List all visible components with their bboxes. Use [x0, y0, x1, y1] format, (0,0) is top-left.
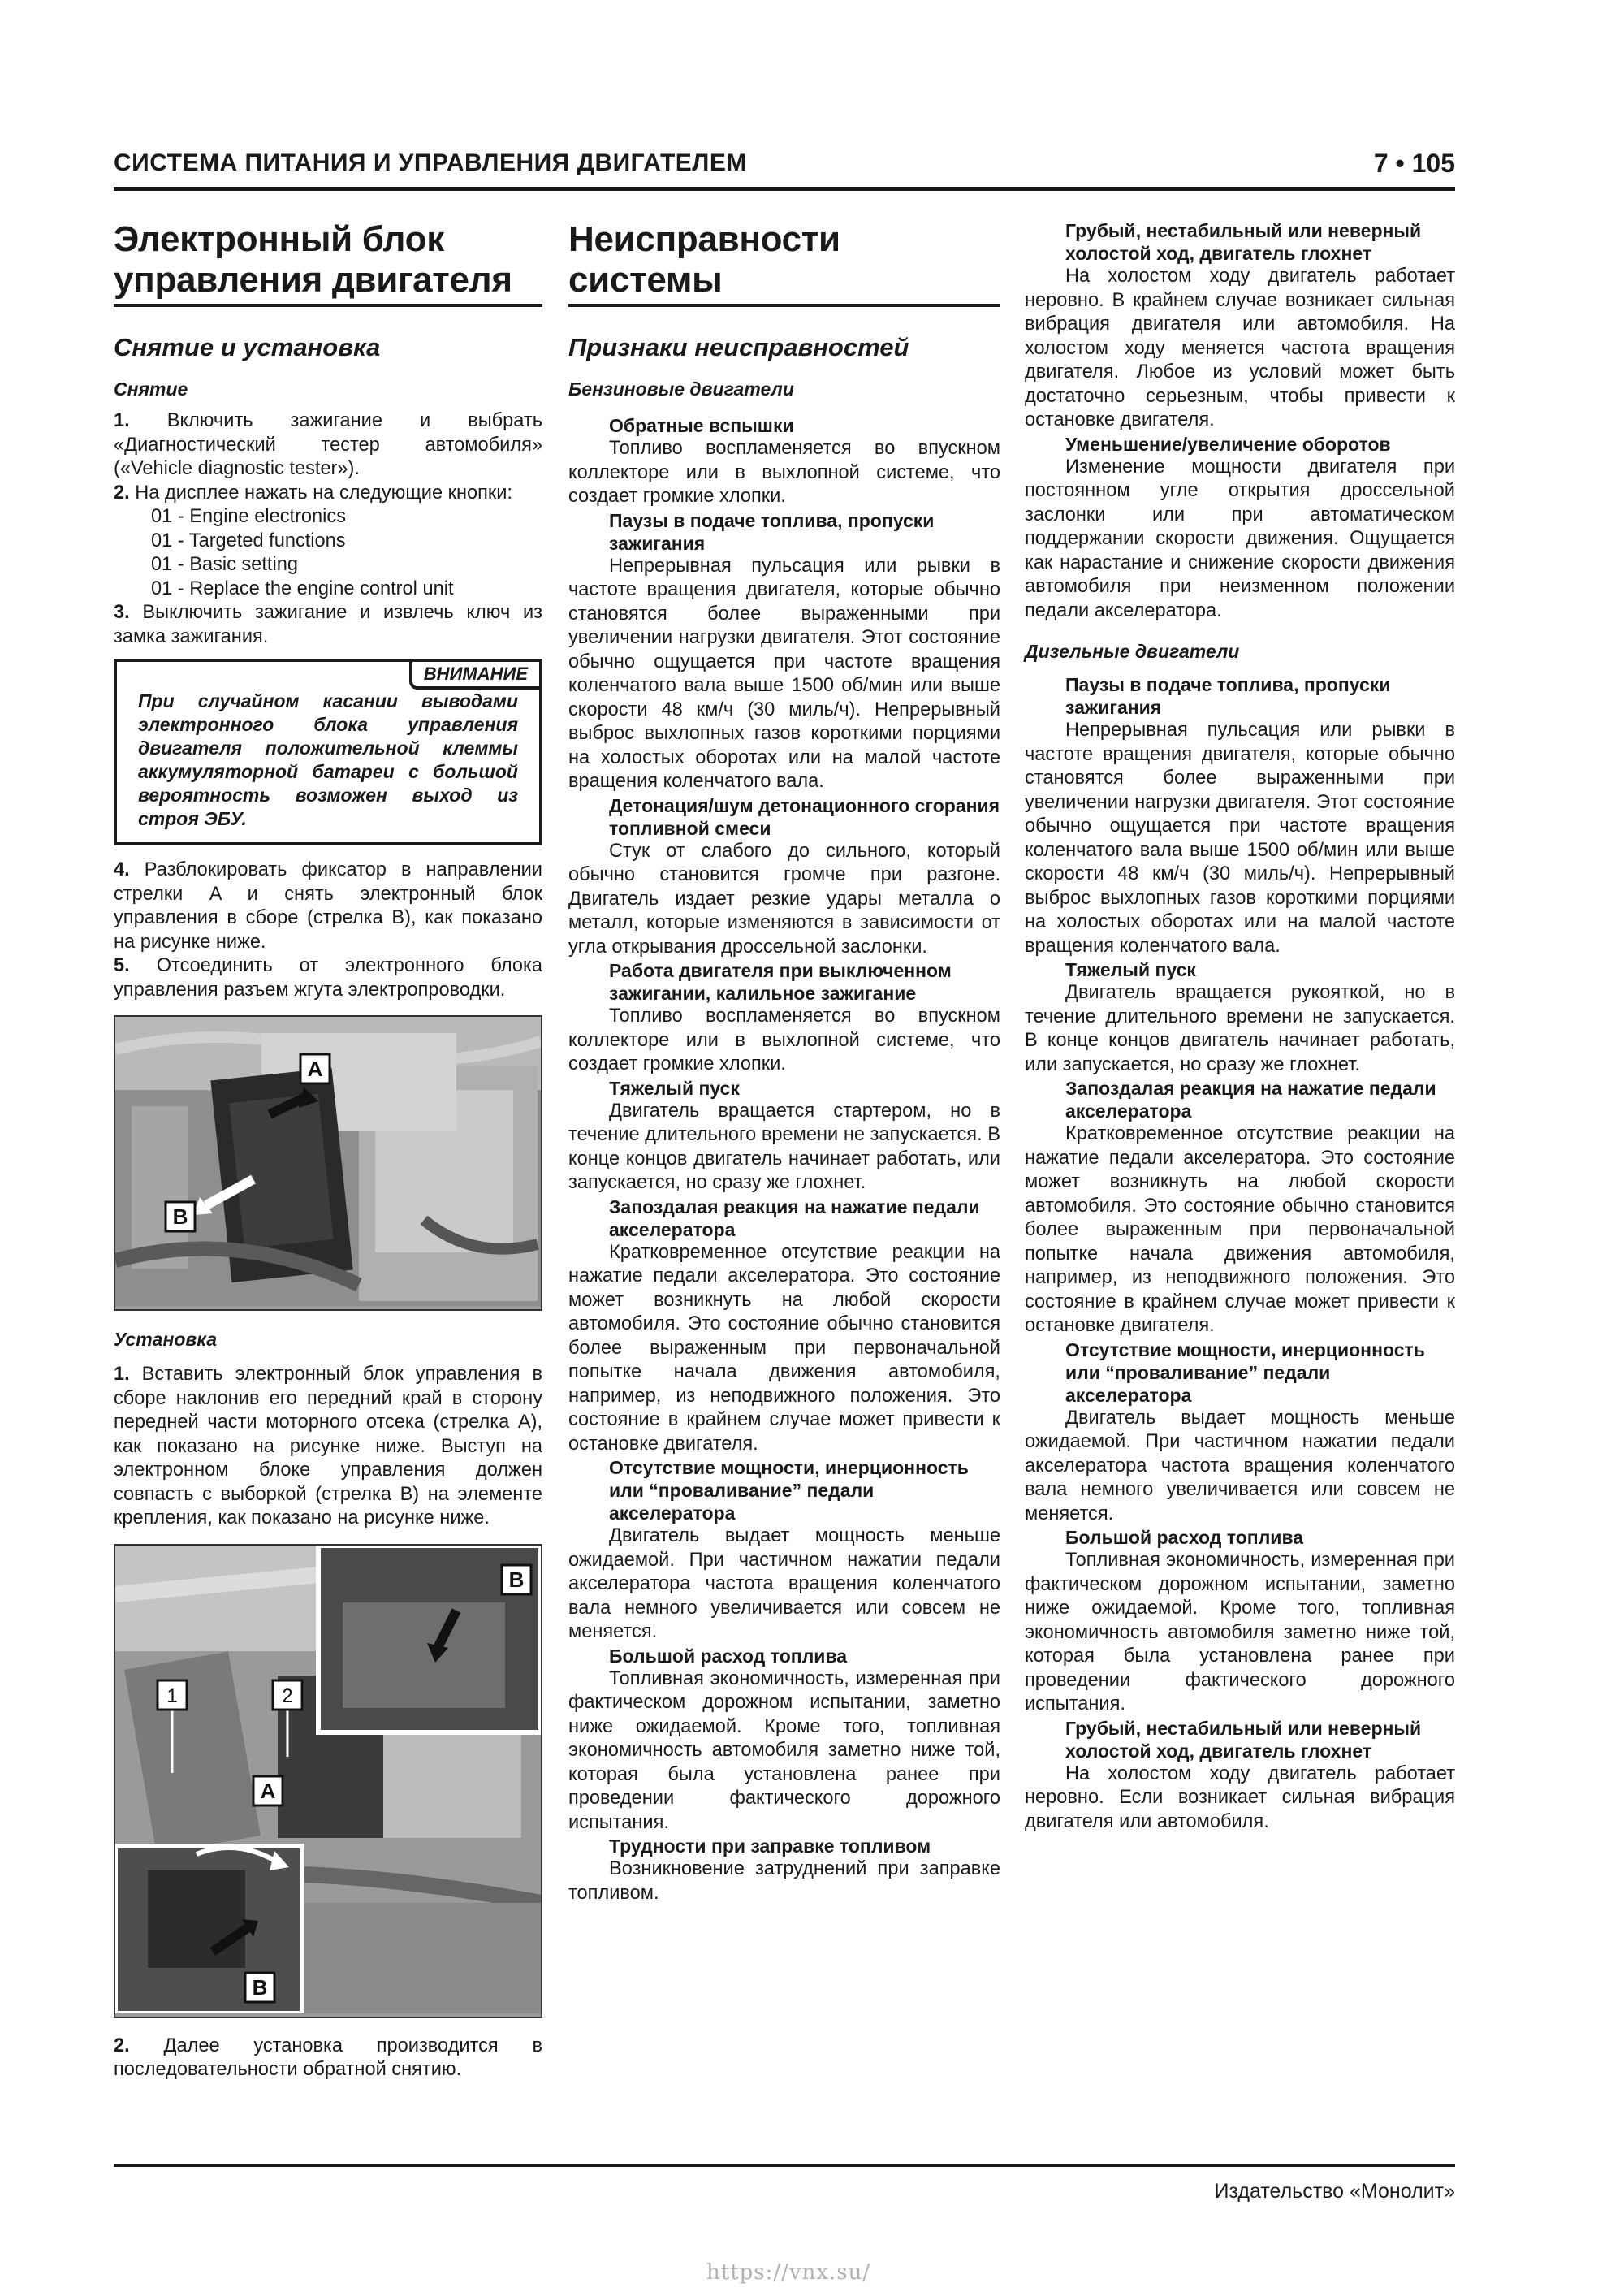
warning-box: [114, 659, 542, 845]
figure-ecu-install: [114, 1544, 542, 2018]
code-line: 01 - Targeted functions: [151, 530, 346, 551]
diesel-engines-heading: Дизельные двигатели: [1025, 641, 1240, 662]
publisher: Издательство «Монолит»: [1214, 2180, 1455, 2203]
symptom-heading: Обратные вспышки: [609, 415, 794, 436]
symptom-text: Непрерывная пульсация или рывки в частоте вращения двигателя, которые обычно становятся более выраженными при увеличении нагрузки двигателя. Этот состояние обычно ощущается при частоте вращения коленчатого вала выше 1500 об/мин или выше скорости 48 км/ч (30 миль/ч). Непрерывный выброс выхлопных газов короткими порциями на холостых оборотах или на малой частоте вращения коленчатого вала.: [1025, 720, 1455, 957]
watermark: https://vnx.su/: [706, 2260, 871, 2285]
symptom-text: Топливо воспламеняется во впускном коллекторе или в выхлопной системе, что создает громкие хлопки.: [568, 1005, 1000, 1074]
column-2: [568, 219, 1000, 1905]
step-number: 2.: [114, 482, 130, 504]
symptom-heading: Отсутствие мощности, инерционность или “проваливание” педали акселератора: [1065, 1338, 1425, 1406]
label-a: A: [260, 1778, 276, 1803]
symptom-text: Стук от слабого до сильного, который обычно становится громче при разгоне. Двигатель издает резкие удары металла о металл, которые изменяются в зависимости от угла открывания дроссельной заслонки.: [568, 840, 1000, 958]
install-step-2: [114, 2034, 542, 2082]
symptom-text: Двигатель вращается стартером, но в течение длительного времени не запускается. В конце концов двигатель начинает работать, или запускается, но сразу же глохнет.: [568, 1100, 1000, 1193]
ecu-install-photo: [115, 1546, 541, 2013]
malfunctions-title: Неисправности системы: [568, 219, 1000, 307]
step-number: 1.: [114, 1364, 130, 1385]
removal-install-heading: Снятие и установка: [114, 333, 381, 361]
section-title: СИСТЕМА ПИТАНИЯ И УПРАВЛЕНИЯ ДВИГАТЕЛЕМ: [114, 149, 747, 176]
symptom-text: Двигатель выдает мощность меньше ожидаемой. При частичном нажатии педали акселератора частота вращения коленчатого вала немного увеличивается или совсем не меняется.: [568, 1525, 1000, 1642]
install-heading: Установка: [114, 1329, 218, 1350]
install-step-1: [114, 1363, 542, 1531]
symptom-text: Изменение мощности двигателя при постоянном угле открытия дроссельной заслонки или при автоматическом поддержании скорости движения. Ощущается как нарастание и снижение скорости движения автомобиля при неизменном положении педали акселератора.: [1025, 456, 1455, 621]
symptom-text: Непрерывная пульсация или рывки в частоте вращения двигателя, которые обычно становятся более выраженными при увеличении нагрузки двигателя. Этот состояние обычно ощущается при частоте вращения коленчатого вала выше 1500 об/мин или выше скорости 48 км/ч (30 миль/ч). Непрерывный выброс выхлопных газов короткими порциями на холостых оборотах или на малой частоте вращения коленчатого вала.: [568, 555, 1000, 792]
label-b-bottom: B: [252, 1974, 268, 2000]
symptom-text: Кратковременное отсутствие реакции на нажатие педали акселератора. Это состояние может возникнуть на любой скорости автомобиля. Это состояние обычно становится более выраженным при первоначальной попытке начала движения автомобиля, например, из неподвижного положения. Это состояние в крайнем случае может привести к остановке двигателя.: [568, 1241, 1000, 1455]
step-2: [114, 482, 542, 506]
column-1: [114, 219, 542, 2082]
running-header: [114, 146, 1455, 191]
step-number: 5.: [114, 955, 130, 976]
column-3: [1025, 219, 1455, 1834]
step-number: 3.: [114, 602, 130, 623]
symptom-heading: Отсутствие мощности, инерционность или “проваливание” педали акселератора: [609, 1457, 969, 1524]
step-3: [114, 601, 542, 649]
label-2: 2: [282, 1684, 293, 1707]
label-a: A: [307, 1057, 323, 1081]
step-number: 1.: [114, 410, 130, 431]
symptom-heading: Работа двигателя при выключенном зажигании, калильное зажигание: [609, 960, 952, 1004]
step-4: [114, 858, 542, 954]
removal-heading: Снятие: [114, 378, 188, 400]
step-text: На дисплее нажать на следующие кнопки:: [135, 482, 512, 504]
symptom-heading: Грубый, нестабильный или неверный холостой ход, двигатель глохнет: [1065, 220, 1422, 264]
label-b: B: [172, 1204, 188, 1229]
code-line: 01 - Basic setting: [151, 554, 298, 575]
symptom-text: Топливо воспламеняется во впускном коллекторе или в выхлопной системе, что создает громкие хлопки.: [568, 438, 1000, 507]
label-b-top: B: [508, 1567, 525, 1592]
step-1: [114, 409, 542, 482]
step-text: Далее установка производится в последовательности обратной снятию.: [114, 2034, 543, 2080]
step-text: Включить зажигание и выбрать «Диагностический тестер автомобиля» («Vehicle diagnostic tester»).: [114, 410, 543, 479]
symptom-text: Топливная экономичность, измеренная при фактическом дорожном испытании, заметно ниже ожидаемой. Кроме того, топливная экономичность автомобиля заметно ниже той, которая была установлена ранее при проведении фактического дорожного испытания.: [568, 1667, 1000, 1833]
symptom-heading: Паузы в подаче топлива, пропуски зажигания: [1065, 674, 1391, 718]
step-text: Разблокировать фиксатор в направлении стрелки A и снять электронный блок управления в сборе (стрелка B), как показано на рисунке ниже.: [114, 859, 542, 953]
step-number: 2.: [114, 2034, 130, 2056]
warning-label: ВНИМАНИЕ: [409, 659, 542, 690]
ecu-removal-photo: [115, 1017, 541, 1306]
symptom-heading: Запоздалая реакция на нажатие педали акселератора: [609, 1196, 980, 1240]
step-text: Выключить зажигание и извлечь ключ из замка зажигания.: [114, 602, 542, 647]
symptoms-heading: Признаки неисправностей: [568, 333, 909, 361]
code-line: 01 - Engine electronics: [151, 506, 347, 527]
symptom-text: На холостом ходу двигатель работает неровно. Если возникает сильная вибрация двигателя или автомобиля.: [1025, 1762, 1455, 1832]
symptom-heading: Детонация/шум детонационного сгорания топливной смеси: [609, 794, 1000, 839]
symptom-heading: Грубый, нестабильный или неверный холостой ход, двигатель глохнет: [1065, 1717, 1422, 1762]
symptom-heading: Тяжелый пуск: [609, 1077, 740, 1099]
symptom-heading: Большой расход топлива: [1065, 1527, 1304, 1548]
page-number: 7 • 105: [1373, 149, 1455, 178]
symptom-text: На холостом ходу двигатель работает неровно. В крайнем случае возникает сильная вибрация двигателя или автомобиля. На холостом ходу меняется частота вращения двигателя. Любое из условий может быть достаточно серьезным, чтобы привести к остановке двигателя.: [1025, 266, 1455, 430]
symptom-heading: Тяжелый пуск: [1065, 959, 1196, 980]
step-number: 4.: [114, 859, 130, 880]
symptom-heading: Большой расход топлива: [609, 1645, 848, 1667]
symptom-heading: Запоздалая реакция на нажатие педали акселератора: [1065, 1078, 1436, 1122]
label-1: 1: [166, 1684, 178, 1707]
figure-ecu-removal: [114, 1015, 542, 1311]
symptom-heading: Уменьшение/увеличение оборотов: [1065, 433, 1391, 455]
symptom-text: Двигатель выдает мощность меньше ожидаемой. При частичном нажатии педали акселератора частота вращения коленчатого вала немного увеличивается или совсем не меняется.: [1025, 1407, 1455, 1524]
page-footer: [114, 2164, 1455, 2203]
symptom-text: Возникновение затруднений при заправке топливом.: [568, 1858, 1000, 1904]
symptom-heading: Трудности при заправке топливом: [609, 1836, 931, 1857]
warning-text: При случайном касании выводами электронного блока управления двигателя положительной клеммы аккумуляторной батареи с большой вероятность возможен выход из строя ЭБУ.: [138, 690, 518, 829]
petrol-engines-heading: Бензиновые двигатели: [568, 378, 794, 400]
symptom-text: Двигатель вращается рукояткой, но в течение длительного времени не запускается. В конце концов двигатель начинает работать, или запускается, но сразу же глохнет.: [1025, 982, 1455, 1075]
ecu-title: Электронный блок управления двигателя: [114, 219, 542, 307]
step-text: Вставить электронный блок управления в сборе наклонив его передний край в сторону передней части моторного отсека (стрелка A), как показано на рисунке ниже. Выступ на электронном блоке управления должен совпасть с выборкой (стрелка B) на элементе крепления, как показано на рисунке ниже.: [114, 1364, 542, 1529]
step-text: Отсоединить от электронного блока управления разъем жгута электропроводки.: [114, 955, 543, 1001]
code-line: 01 - Replace the engine control unit: [151, 577, 454, 599]
symptom-heading: Паузы в подаче топлива, пропуски зажигания: [609, 509, 935, 554]
symptom-text: Топливная экономичность, измеренная при фактическом дорожном испытании, заметно ниже ожидаемой. Кроме того, топливная экономичность автомобиля заметно ниже той, которая была установлена ранее при проведении фактического дорожного испытания.: [1025, 1550, 1455, 1714]
symptom-text: Кратковременное отсутствие реакции на нажатие педали акселератора. Это состояние может возникнуть на любой скорости автомобиля. Это состояние обычно становится более выраженным при первоначальной попытке начала движения автомобиля, например, из неподвижного положения. Это состояние в крайнем случае может привести к остановке двигателя.: [1025, 1123, 1455, 1336]
step-5: [114, 954, 542, 1002]
